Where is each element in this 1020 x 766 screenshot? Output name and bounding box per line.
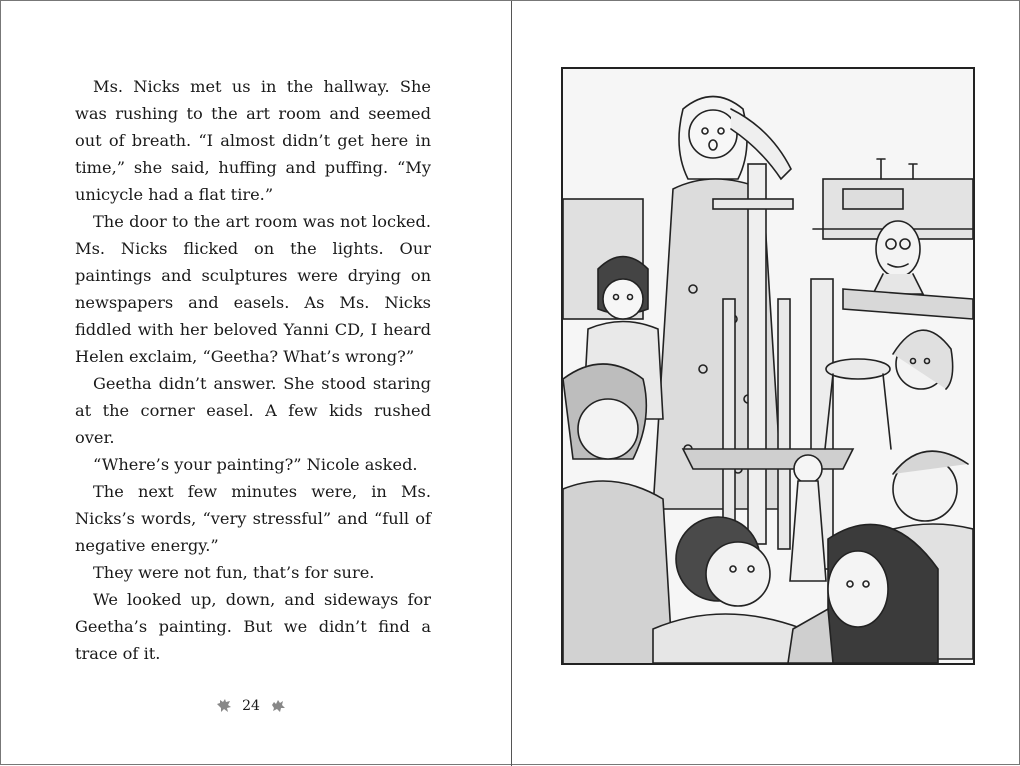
- story-text: [75, 73, 431, 667]
- illustration-drawing: [563, 69, 973, 663]
- right-page: [512, 1, 1020, 766]
- paragraph-7: We looked up, down, and sideways for Geetha’s painting. But we didn’t find a trace of it.: [75, 590, 431, 663]
- paint-splat-icon: [216, 699, 232, 713]
- paragraph-5: The next few minutes were, in Ms. Nicks’s words, “very stressful” and “full of negative energy.”: [75, 482, 431, 555]
- paint-splat-icon: [270, 699, 286, 713]
- paragraph-6: They were not fun, that’s for sure.: [93, 563, 375, 582]
- paragraph-3: Geetha didn’t answer. She stood staring at the corner easel. A few kids rushed over.: [75, 374, 431, 447]
- page-folio: [1, 698, 501, 714]
- left-page: [1, 1, 511, 766]
- page-number: 24: [242, 698, 260, 714]
- art-room-scene-illustration: [561, 67, 975, 665]
- paragraph-4: “Where’s your painting?” Nicole asked.: [93, 455, 418, 474]
- paragraph-1: Ms. Nicks met us in the hallway. She was rushing to the art room and seemed out of breath. “I almost didn’t get here in time,” she said, huffing and puffing. “My unicycle had a flat tire.”: [75, 77, 431, 204]
- paragraph-2: The door to the art room was not locked. Ms. Nicks flicked on the lights. Our paintings and sculptures were drying on newspapers and easels. As Ms. Nicks fiddled with her beloved Yanni CD, I heard Helen exclaim, “Geetha? What’s wrong?”: [75, 212, 431, 366]
